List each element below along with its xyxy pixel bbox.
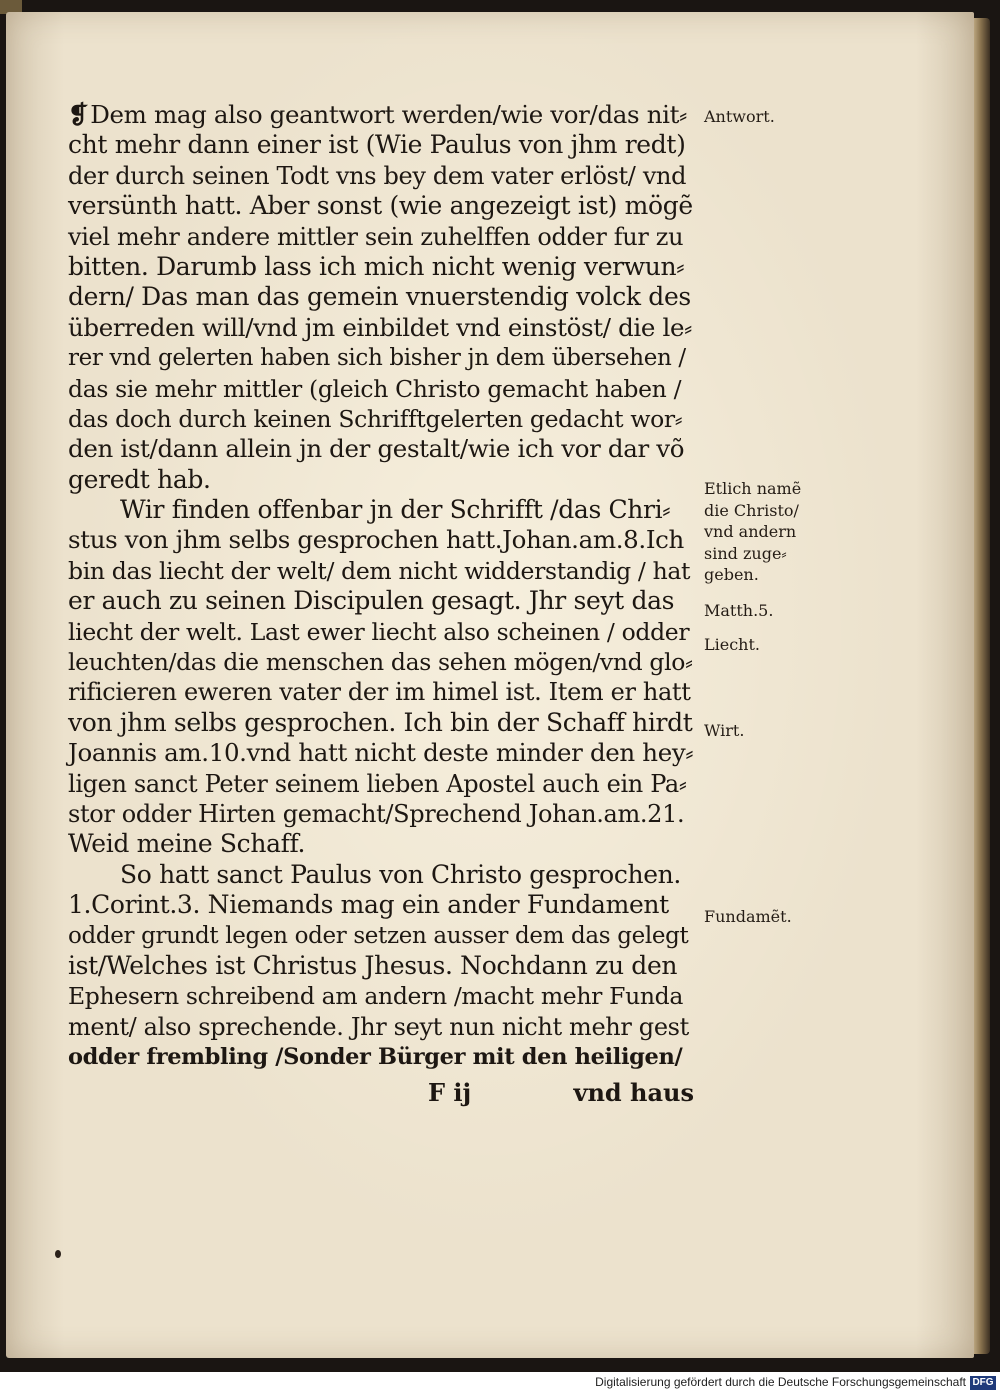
text-line [68,677,694,707]
text-line-content: stor odder Hirten gemacht/Sprechend Johan.am.21. [68,799,685,828]
margin-note-line: Wirt. [704,721,745,740]
text-line-content: 1.Corint.3. Niemands mag ein ander Fundament [68,890,669,920]
text-line-content: Weid meine Schaff. [68,829,306,859]
text-line [68,465,694,495]
margin-note-matth [704,600,834,622]
catchword: vnd haus [573,1078,694,1107]
text-line [68,252,694,282]
text-line [68,829,694,859]
page-edge [974,18,990,1354]
margin-note-line: vnd andern [704,522,797,541]
text-line [68,981,694,1011]
text-line-content: dern/ Das man das gemein vnuerstendig volck des [68,282,691,312]
text-line [68,799,694,829]
text-line-content: Joannis am.10.vnd hatt nicht deste minder den hey⸗ [68,738,694,768]
text-line [68,708,694,738]
text-line-content: odder frembling /Sonder Bürger mit den heiligen/ [68,1044,683,1071]
text-line-content: bitten. Darumb lass ich mich nicht wenig verwun⸗ [68,251,685,281]
text-line [68,738,694,768]
catchword-line [428,1078,694,1108]
text-line [68,951,694,981]
margin-note-line: Antwort. [704,107,775,126]
text-line-content: stus von jhm selbs gesprochen hatt.Johan.am.8.Ich [68,525,684,555]
text-line-content: odder grundt legen oder setzen ausser dem das gelegt [68,922,689,949]
text-line [68,1012,694,1042]
margin-note-line: Fundamẽt. [704,907,792,926]
text-line-content: leuchten/das die menschen das sehen mögen/vnd glo⸗ [68,648,693,677]
funding-credit: Digitalisierung gefördert durch die Deutsche Forschungsgemeinschaft [595,1375,966,1389]
text-line-content: Dem mag also geantwort werden/wie vor/das nit⸗ [90,100,687,129]
text-line-content: rificieren eweren vater der im himel ist. Item er hatt [68,678,691,707]
margin-note-etlich [704,478,834,586]
text-line [68,343,694,373]
ink-speck [55,1250,61,1258]
text-line [68,1042,694,1072]
text-line [68,860,694,890]
text-line-content: liecht der welt. Last ewer liecht also scheinen / odder [68,617,690,646]
margin-note-antwort [704,106,834,128]
text-line-content: viel mehr andere mittler sein zuhelffen odder fur zu [68,222,684,251]
body-text [68,100,694,1073]
dfg-logo: DFG [970,1376,996,1390]
text-line-content: den ist/dann allein jn der gestalt/wie ich vor dar võ [68,434,685,464]
margin-note-line: sind zuge⸗ [704,543,787,563]
text-line-content: ligen sanct Peter seinem lieben Apostel auch ein Pa⸗ [68,769,687,798]
text-line-content: von jhm selbs gesprochen. Ich bin der Schaff hirdt [68,707,693,737]
margin-note-wirt [704,720,834,742]
margin-note-line: geben. [704,565,759,584]
text-line [68,921,694,951]
text-line-content: versünth hatt. Aber sonst (wie angezeigt ist) mögẽ [68,191,693,221]
text-line-content: er auch zu seinen Discipulen gesagt. Jhr seyt das [68,586,675,616]
text-line [68,890,694,920]
text-line [68,525,694,555]
text-line [68,434,694,464]
text-line-content: rer vnd gelerten haben sich bisher jn dem übersehen / [68,345,686,372]
signature-mark: F ij [428,1078,472,1107]
text-line-content: das sie mehr mittler (gleich Christo gemacht haben / [68,374,682,403]
margin-note-line: Matth.5. [704,601,774,620]
text-line [68,495,694,525]
text-line-content: Wir finden offenbar jn der Schrifft /das Chri⸗ [120,495,671,525]
margin-note-line: Liecht. [704,635,760,654]
text-line [68,100,694,130]
text-line-content: Ephesern schreibend am andern /macht mehr Funda [68,982,683,1011]
margin-note-line: Etlich namẽ [704,479,802,498]
text-line [68,769,694,799]
text-line-content: So hatt sanct Paulus von Christo gesprochen. [120,859,682,889]
text-line [68,617,694,647]
text-line-content: bin das liecht der welt/ dem nicht widderstandig / hat [68,556,691,585]
text-line-content: der durch seinen Todt vns bey dem vater erlöst/ vnd [68,161,687,190]
text-line-content: das doch durch keinen Schrifftgelerten gedacht wor⸗ [68,404,683,433]
text-line [68,556,694,586]
text-line [68,161,694,191]
text-line [68,222,694,252]
text-line-content: geredt hab. [68,464,211,494]
text-line-content: ist/Welches ist Christus Jhesus. Nochdann zu den [68,950,678,980]
text-line [68,191,694,221]
text-line-content: ment/ also sprechende. Jhr seyt nun nicht mehr gest [68,1012,689,1041]
margin-note-liecht [704,634,834,656]
text-line [68,313,694,343]
margin-note-fundament [704,906,834,928]
margin-note-line: die Christo/ [704,500,799,520]
text-line [68,647,694,677]
text-line [68,586,694,616]
text-line [68,282,694,312]
footer-bar [0,1372,1000,1394]
text-line [68,130,694,160]
text-line [68,374,694,404]
text-line-content: cht mehr dann einer ist (Wie Paulus von jhm redt) [68,130,686,160]
pilcrow-mark: ❡ [68,100,89,129]
text-line [68,404,694,434]
text-line-content: überreden will/vnd jm einbildet vnd einstöst/ die le⸗ [68,312,692,342]
